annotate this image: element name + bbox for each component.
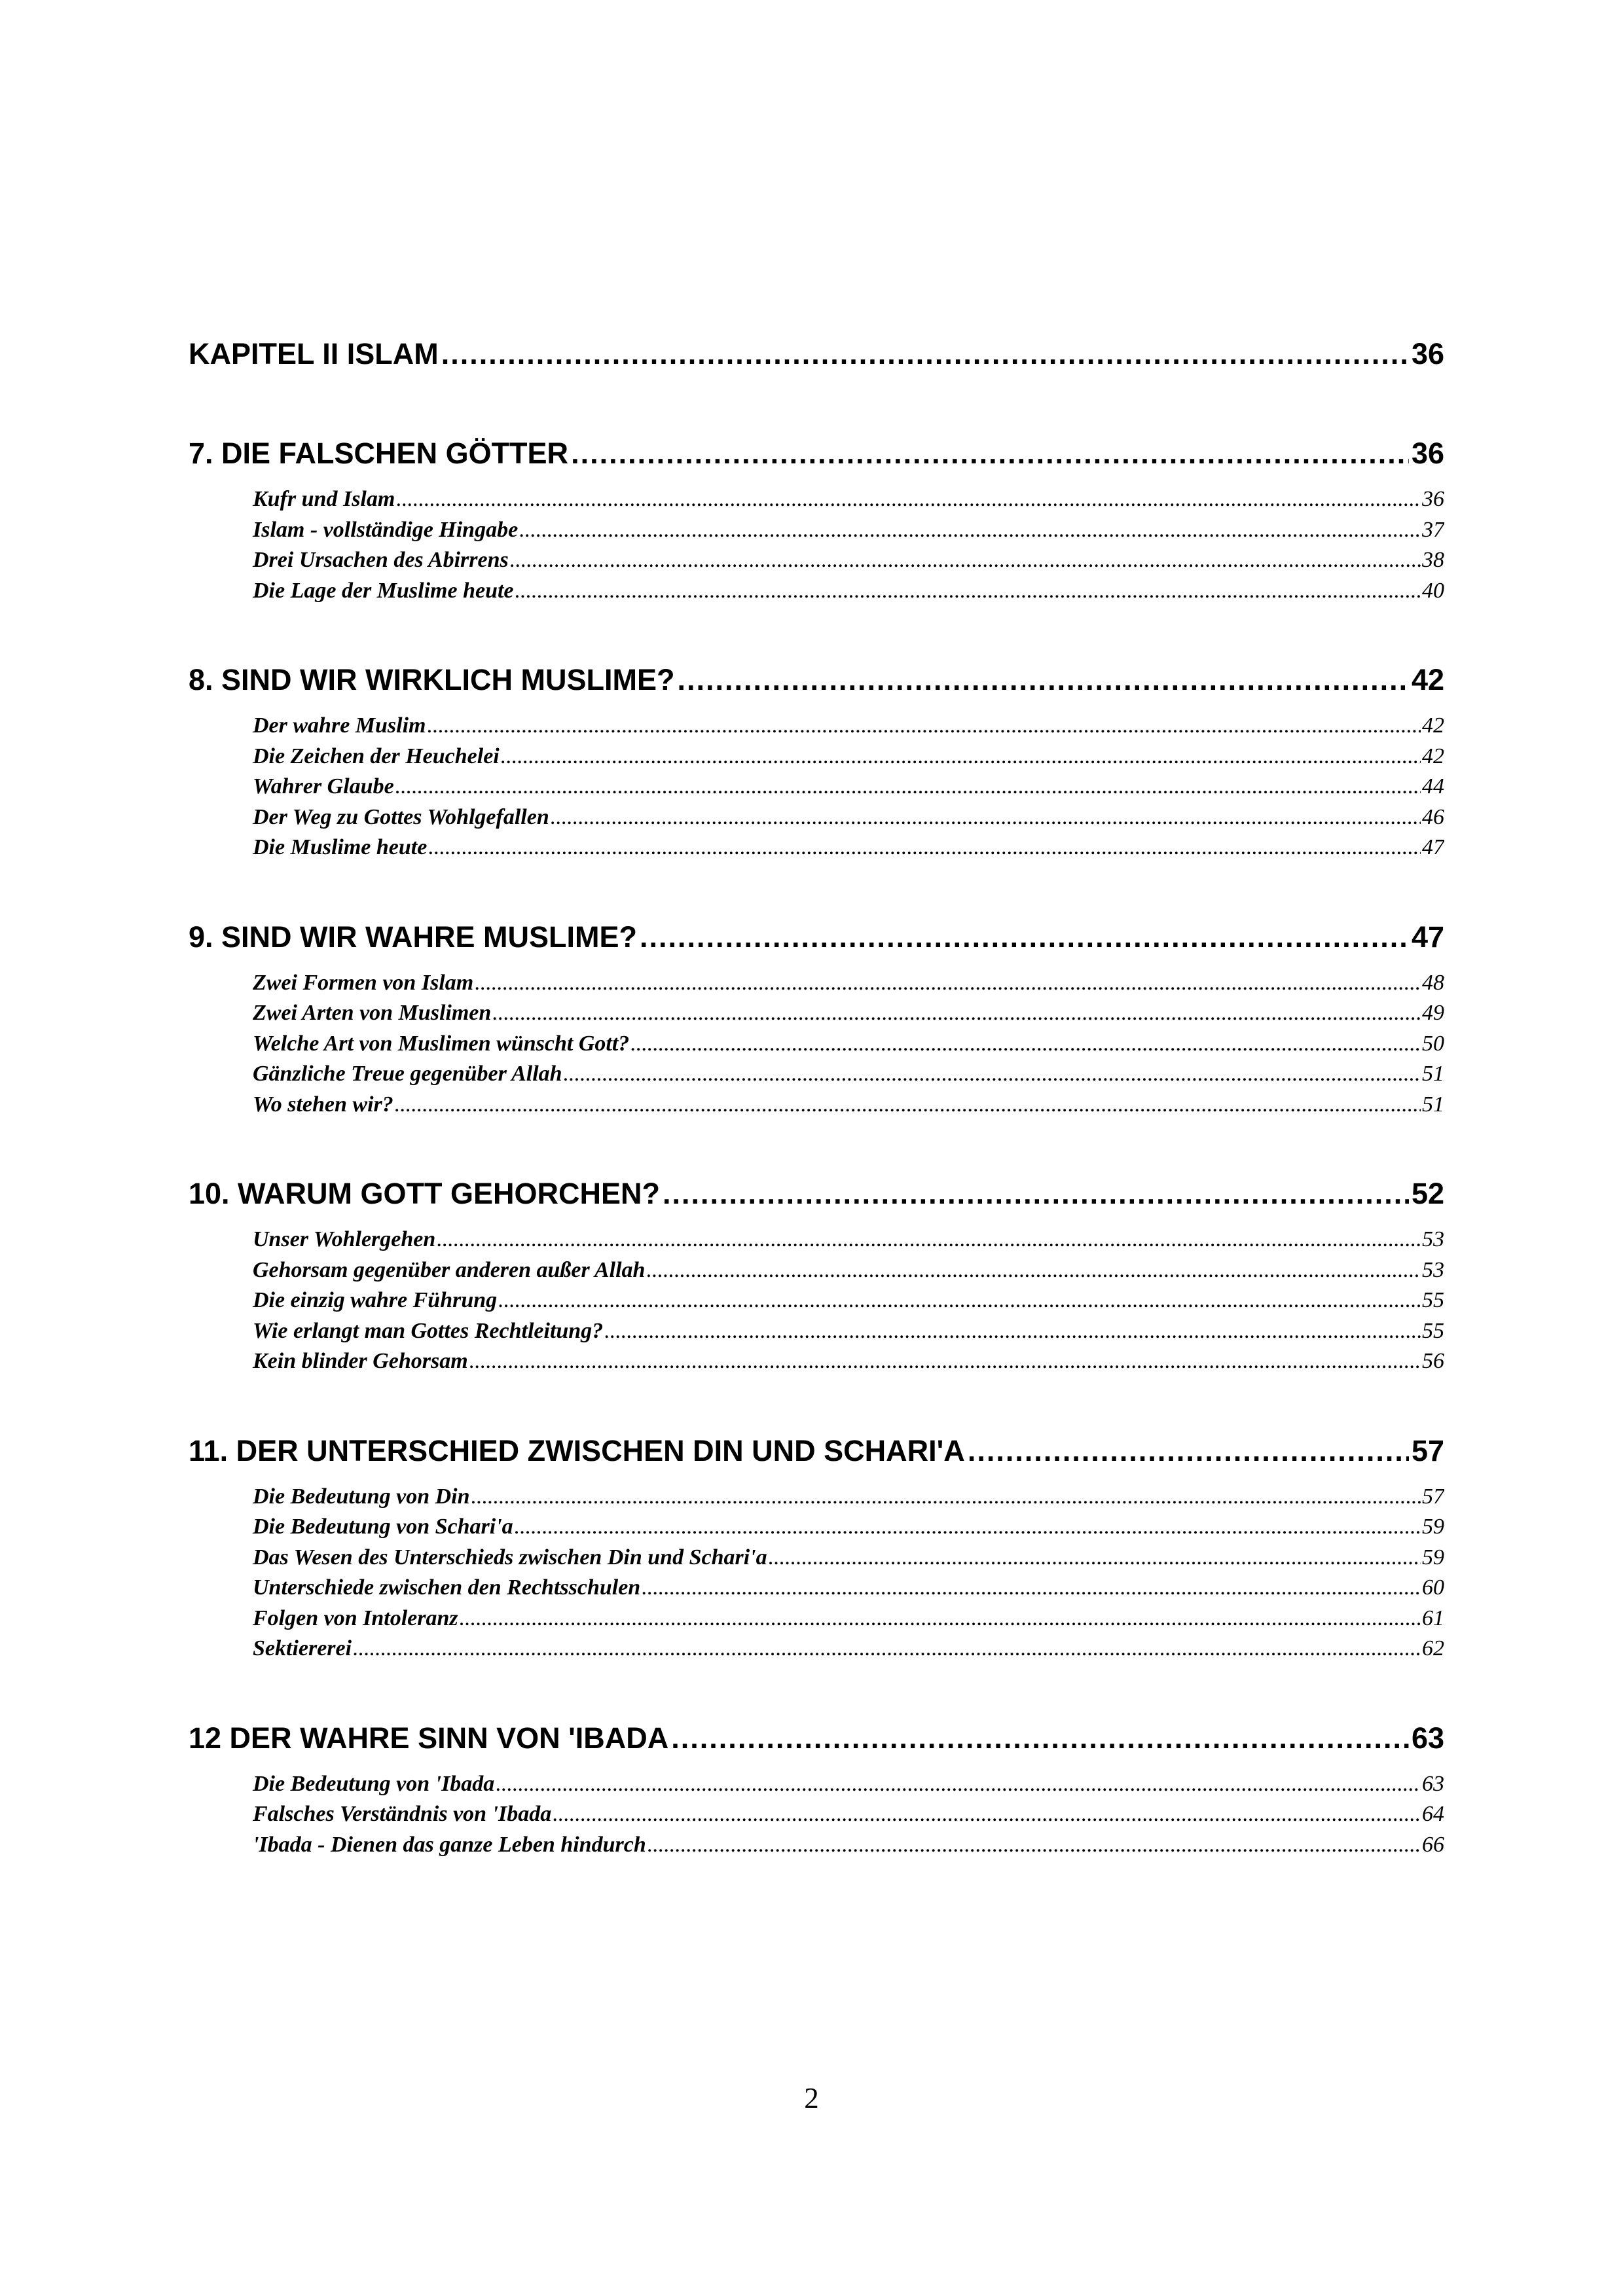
toc-entry[interactable] (189, 515, 1444, 546)
dot-leader (510, 545, 1421, 576)
dot-leader (630, 1029, 1421, 1060)
toc-chapter-heading[interactable] (189, 332, 1444, 376)
entry-page: 55 (1422, 1318, 1444, 1343)
toc-entry[interactable] (189, 1090, 1444, 1121)
toc-entry-list (189, 1482, 1444, 1664)
dot-leader (460, 1604, 1421, 1634)
dot-leader (663, 1172, 1409, 1215)
entry-title: Die Bedeutung von 'Ibada (253, 1771, 495, 1796)
toc-section (189, 658, 1444, 863)
chapter-title: 8. SIND WIR WIRKLICH MUSLIME? (189, 663, 675, 696)
entry-title: Unser Wohlergehen (253, 1227, 436, 1251)
toc-entry[interactable] (189, 484, 1444, 515)
entry-page: 38 (1422, 548, 1444, 572)
toc-entry[interactable] (189, 545, 1444, 576)
toc-section (189, 432, 1444, 606)
dot-leader (501, 742, 1421, 772)
toc-section (189, 332, 1444, 376)
toc-chapter-heading[interactable] (189, 916, 1444, 959)
dot-leader (437, 1225, 1421, 1255)
dot-leader (428, 711, 1421, 742)
entry-title: Welche Art von Muslimen wünscht Gott? (253, 1031, 630, 1056)
toc-section (189, 1172, 1444, 1377)
entry-title: Die Bedeutung von Din (253, 1484, 470, 1509)
chapter-page: 47 (1411, 920, 1444, 954)
entry-page: 59 (1422, 1515, 1444, 1539)
dot-leader (677, 658, 1408, 702)
dot-leader (441, 332, 1409, 376)
toc-entry[interactable] (189, 772, 1444, 802)
entry-page: 40 (1422, 578, 1444, 603)
entry-title: Wahrer Glaube (253, 774, 394, 798)
entry-page: 37 (1422, 517, 1444, 542)
dot-leader (353, 1634, 1421, 1664)
chapter-title: 7. DIE FALSCHEN GÖTTER (189, 437, 569, 470)
entry-page: 42 (1422, 713, 1444, 738)
entry-page: 36 (1422, 487, 1444, 511)
toc-entry[interactable] (189, 998, 1444, 1029)
entry-title: Wie erlangt man Gottes Rechtleitung? (253, 1318, 604, 1343)
entry-page: 55 (1422, 1288, 1444, 1312)
dot-leader (968, 1429, 1409, 1473)
entry-page: 49 (1422, 1001, 1444, 1025)
entry-page: 56 (1422, 1349, 1444, 1373)
entry-title: Der wahre Muslim (253, 713, 426, 738)
dot-leader (671, 1717, 1409, 1760)
toc-entry[interactable] (189, 1285, 1444, 1316)
table-of-contents (189, 280, 1444, 1860)
entry-title: Kufr und Islam (253, 487, 395, 511)
entry-page: 64 (1422, 1802, 1444, 1826)
dot-leader (515, 576, 1421, 607)
dot-leader (475, 968, 1421, 999)
entry-page: 59 (1422, 1545, 1444, 1570)
dot-leader (646, 1255, 1421, 1286)
toc-entry[interactable] (189, 1830, 1444, 1861)
toc-entry[interactable] (189, 1029, 1444, 1060)
chapter-title: 12 DER WAHRE SINN VON 'IBADA (189, 1721, 669, 1755)
entry-page: 61 (1422, 1605, 1444, 1630)
entry-page: 44 (1422, 774, 1444, 798)
toc-entry-list (189, 1769, 1444, 1861)
chapter-page: 57 (1411, 1433, 1444, 1467)
toc-entry[interactable] (189, 742, 1444, 772)
dot-leader (551, 802, 1421, 833)
entry-page: 62 (1422, 1636, 1444, 1660)
toc-entry[interactable] (189, 1482, 1444, 1513)
entry-page: 51 (1422, 1092, 1444, 1117)
toc-entry-list (189, 484, 1444, 606)
dot-leader (492, 998, 1421, 1029)
dot-leader (769, 1543, 1421, 1573)
chapter-title: 11. DER UNTERSCHIED ZWISCHEN DIN UND SCHARI'A (189, 1433, 965, 1467)
toc-entry[interactable] (189, 1799, 1444, 1830)
toc-chapter-heading[interactable] (189, 1429, 1444, 1473)
page-number: 2 (804, 2082, 819, 2115)
entry-title: Gehorsam gegenüber anderen außer Allah (253, 1257, 646, 1282)
entry-title: Unterschiede zwischen den Rechtsschulen (253, 1575, 641, 1600)
toc-section (189, 916, 1444, 1121)
dot-leader (471, 1482, 1421, 1513)
toc-entry-list (189, 968, 1444, 1121)
toc-section (189, 1429, 1444, 1664)
dot-leader (498, 1285, 1421, 1316)
dot-leader (564, 1059, 1421, 1090)
chapter-title: 10. WARUM GOTT GEHORCHEN? (189, 1177, 661, 1210)
toc-entry[interactable] (189, 1573, 1444, 1604)
entry-page: 42 (1422, 744, 1444, 768)
toc-entry-list (189, 711, 1444, 863)
chapter-page: 42 (1411, 663, 1444, 696)
entry-title: Falsches Verständnis von 'Ibada (253, 1802, 552, 1826)
entry-title: Der Weg zu Gottes Wohlgefallen (253, 804, 549, 829)
entry-page: 57 (1422, 1484, 1444, 1509)
entry-title: Drei Ursachen des Abirrens (253, 548, 509, 572)
toc-entry[interactable] (189, 576, 1444, 607)
toc-entry[interactable] (189, 1316, 1444, 1347)
entry-page: 66 (1422, 1832, 1444, 1857)
entry-title: Die einzig wahre Führung (253, 1288, 498, 1312)
entry-title: Die Muslime heute (253, 835, 428, 859)
dot-leader (469, 1346, 1421, 1377)
entry-title: 'Ibada - Dienen das ganze Leben hindurch (253, 1832, 646, 1857)
dot-leader (515, 1512, 1421, 1543)
toc-chapter-heading[interactable] (189, 432, 1444, 475)
toc-section (189, 1717, 1444, 1861)
entry-page: 51 (1422, 1062, 1444, 1086)
entry-title: Zwei Formen von Islam (253, 970, 474, 995)
toc-chapter-heading[interactable] (189, 658, 1444, 702)
entry-page: 48 (1422, 970, 1444, 995)
toc-entry[interactable] (189, 1346, 1444, 1377)
entry-page: 46 (1422, 804, 1444, 829)
entry-page: 50 (1422, 1031, 1444, 1056)
toc-chapter-heading[interactable] (189, 1717, 1444, 1760)
chapter-title: 9. SIND WIR WAHRE MUSLIME? (189, 920, 637, 954)
toc-entry[interactable] (189, 968, 1444, 999)
chapter-page: 36 (1411, 337, 1444, 370)
dot-leader (640, 916, 1409, 959)
entry-page: 53 (1422, 1257, 1444, 1282)
toc-entry[interactable] (189, 1543, 1444, 1573)
entry-title: Islam - vollständige Hingabe (253, 517, 519, 542)
chapter-page: 52 (1411, 1177, 1444, 1210)
toc-entry[interactable] (189, 1512, 1444, 1543)
entry-page: 60 (1422, 1575, 1444, 1600)
dot-leader (496, 1769, 1421, 1800)
toc-entry[interactable] (189, 1059, 1444, 1090)
dot-leader (642, 1573, 1421, 1604)
toc-entry[interactable] (189, 711, 1444, 742)
chapter-page: 36 (1411, 437, 1444, 470)
toc-entry-list (189, 1225, 1444, 1377)
entry-title: Die Zeichen der Heuchelei (253, 744, 500, 768)
dot-leader (428, 833, 1421, 863)
dot-leader (395, 772, 1421, 802)
toc-entry[interactable] (189, 1769, 1444, 1800)
toc-entry[interactable] (189, 1225, 1444, 1255)
entry-title: Sektiererei (253, 1636, 352, 1660)
chapter-page: 63 (1411, 1721, 1444, 1755)
dot-leader (395, 1090, 1421, 1121)
entry-title: Wo stehen wir? (253, 1092, 393, 1117)
dot-leader (571, 432, 1409, 475)
entry-title: Folgen von Intoleranz (253, 1605, 458, 1630)
entry-title: Zwei Arten von Muslimen (253, 1001, 492, 1025)
dot-leader (647, 1830, 1421, 1861)
entry-title: Kein blinder Gehorsam (253, 1349, 468, 1373)
entry-title: Gänzliche Treue gegenüber Allah (253, 1062, 562, 1086)
dot-leader (553, 1799, 1421, 1830)
toc-entry[interactable] (189, 1255, 1444, 1286)
dot-leader (396, 484, 1421, 515)
toc-entry[interactable] (189, 1634, 1444, 1664)
entry-page: 63 (1422, 1771, 1444, 1796)
dot-leader (519, 515, 1421, 546)
entry-title: Das Wesen des Unterschieds zwischen Din und Schari'a (253, 1545, 767, 1570)
toc-entry[interactable] (189, 802, 1444, 833)
entry-page: 47 (1422, 835, 1444, 859)
dot-leader (604, 1316, 1421, 1347)
entry-title: Die Bedeutung von Schari'a (253, 1515, 513, 1539)
chapter-title: KAPITEL II ISLAM (189, 337, 439, 370)
entry-page: 53 (1422, 1227, 1444, 1251)
toc-entry[interactable] (189, 1604, 1444, 1634)
toc-chapter-heading[interactable] (189, 1172, 1444, 1215)
entry-title: Die Lage der Muslime heute (253, 578, 514, 603)
toc-entry[interactable] (189, 833, 1444, 863)
